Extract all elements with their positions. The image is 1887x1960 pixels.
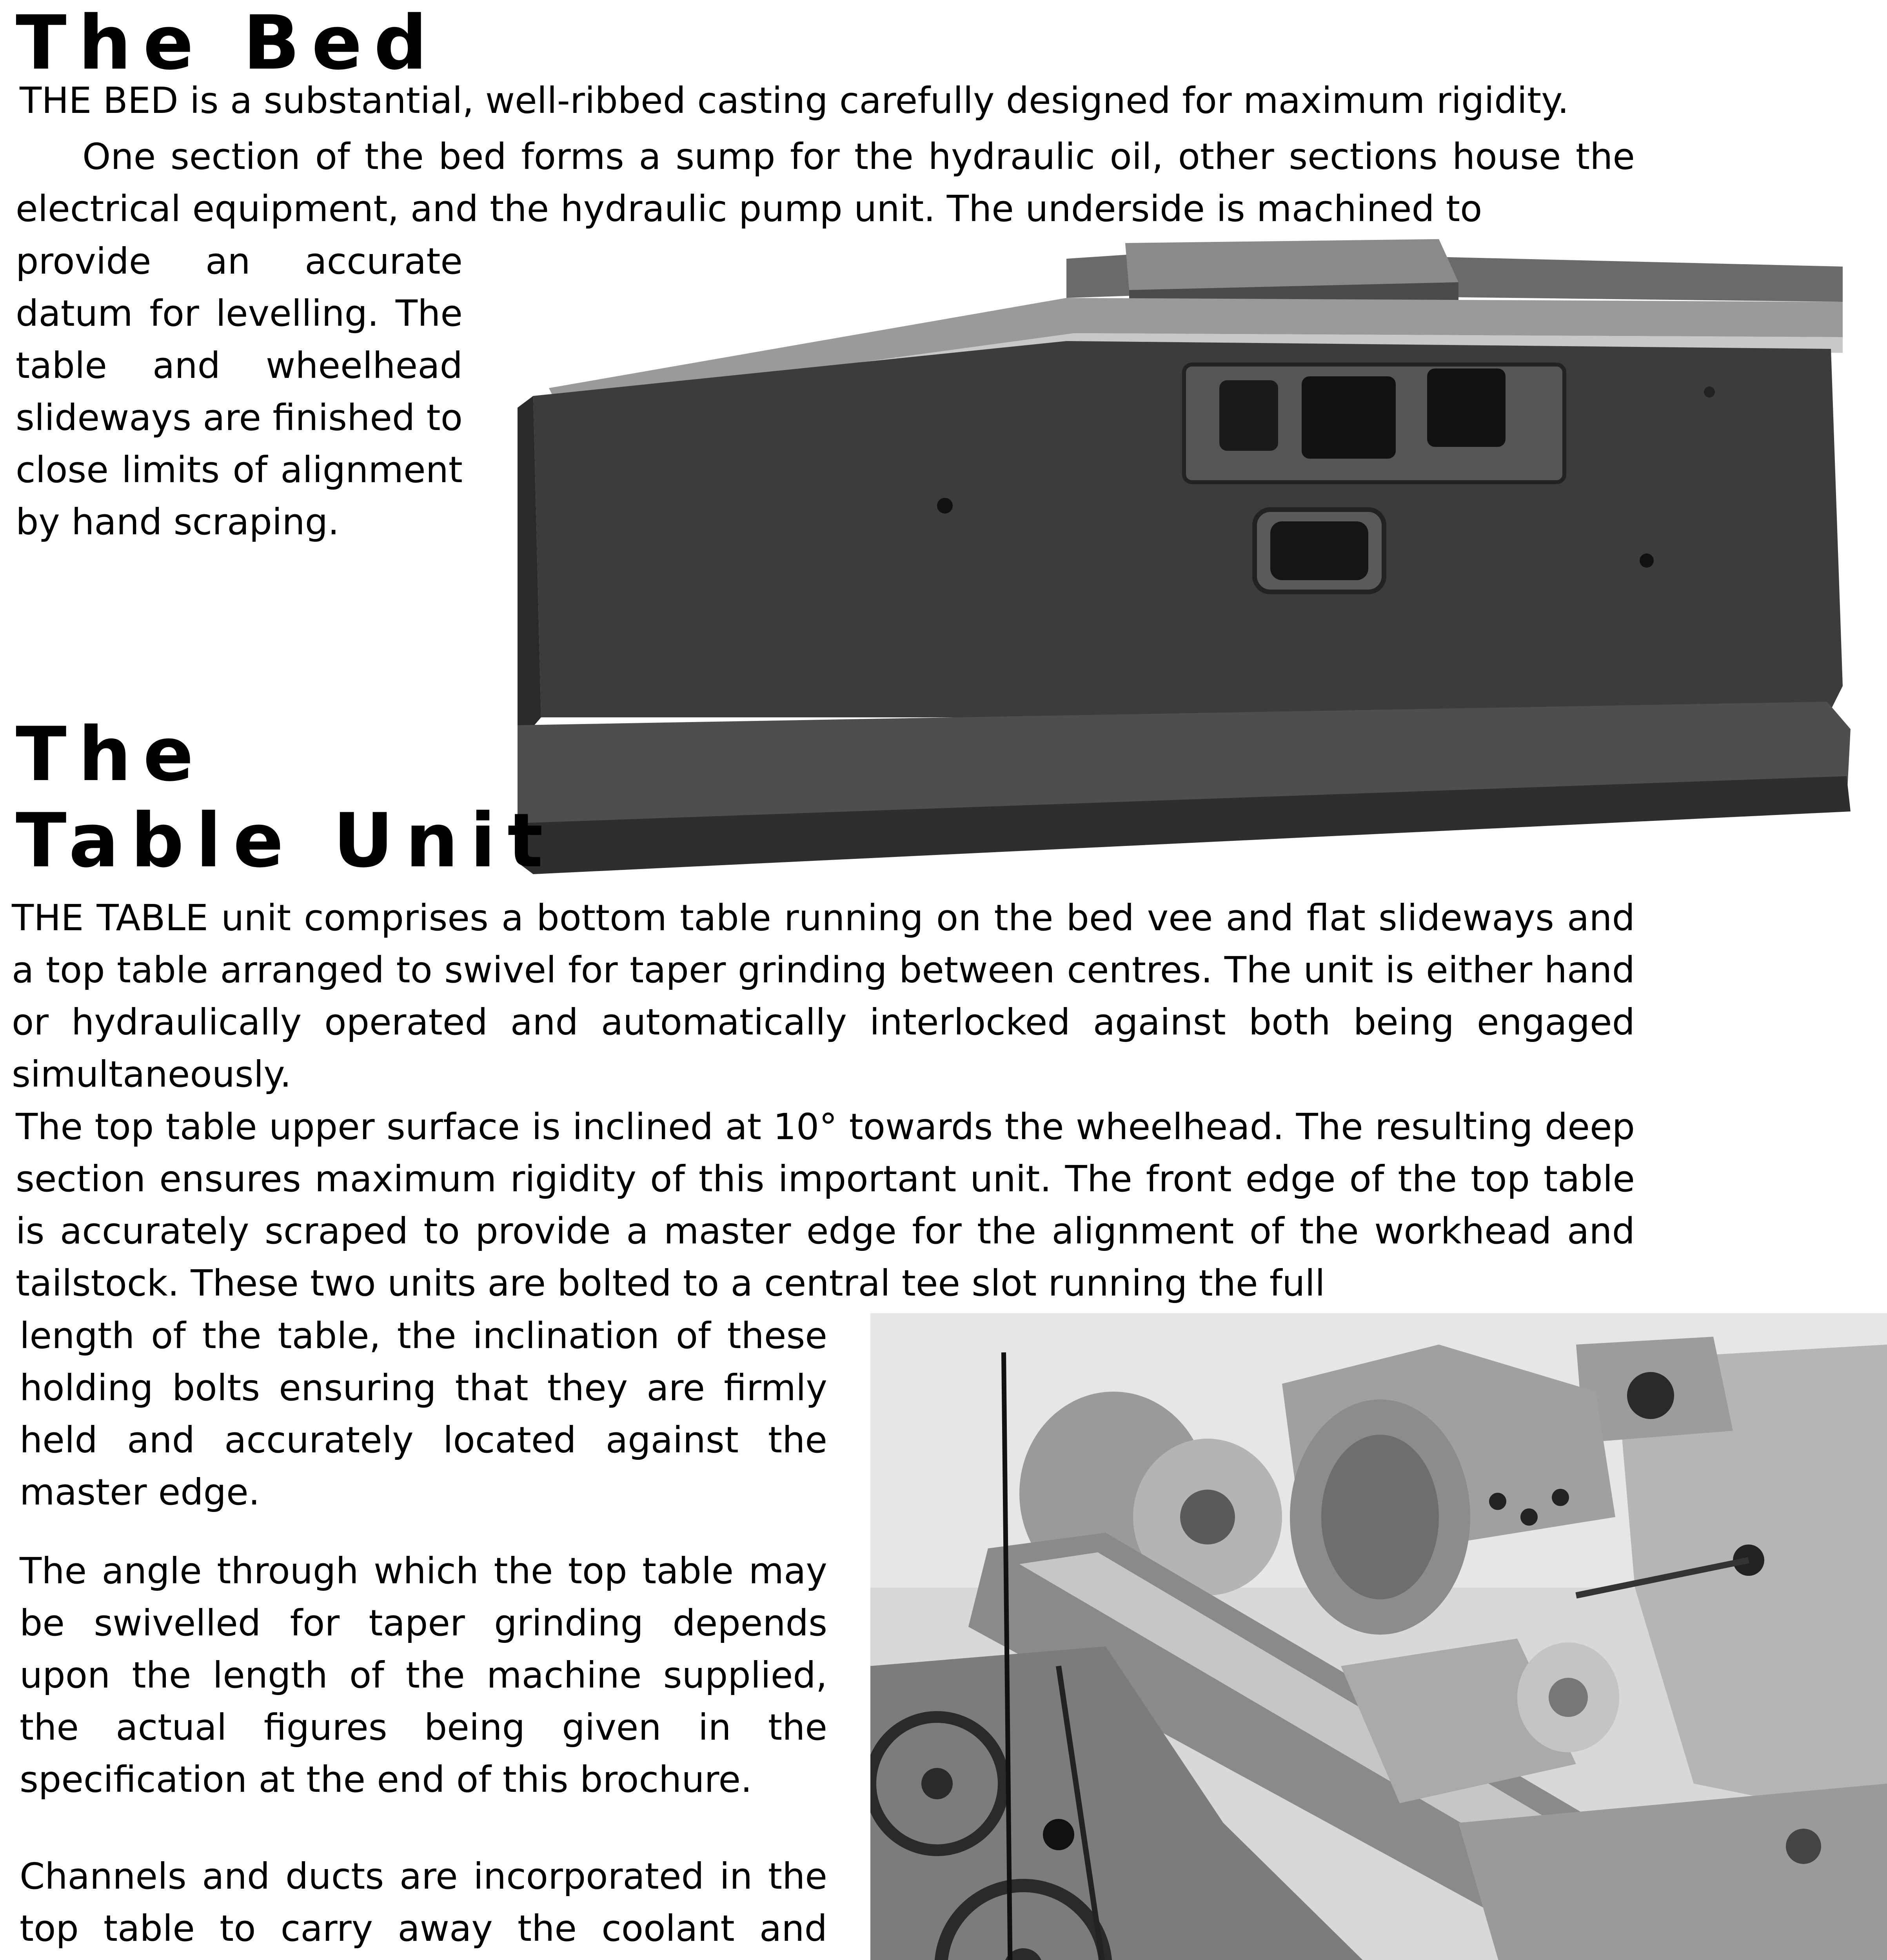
table-unit-heading-line-2: Table Unit <box>16 797 555 884</box>
table-unit-paragraph-2a: The top table upper surface is inclined at 10° towards the wheelhead. The resulting deep section ensures maximum rigidity of this important unit. The front edge of the top table is accurately scraped to provide a master edge for the alignment of the workhead and tailstock. These two units are bolted to a central tee slot running the full <box>16 1106 1635 1304</box>
table-unit-paragraph-3: The angle through which the top table may be swivelled for taper grinding depends upon the length of the machine supplied, the actual figures being given in the specification at the end of this brochure. <box>20 1550 827 1800</box>
bed-heading: The Bed <box>16 0 439 86</box>
bed-paragraph-1: THE BED is a substantial, well-ribbed casting carefully designed for maximum rigidity. <box>20 80 1569 122</box>
table-unit-heading-line-1: The <box>16 711 205 798</box>
table-unit-paragraph-1: THE TABLE unit comprises a bottom table running on the bed vee and flat slideways and a top table arranged to swivel for taper grinding between centres. The unit is either hand or hydraulically operated and automatically interlocked against both being engaged simultaneously. <box>12 897 1635 1095</box>
bed-paragraph-2: One section of the bed forms a sump for the hydraulic oil, other sections house the electrical equipment, and the hydraulic pump unit. The underside is machined to <box>16 136 1635 230</box>
grinding-machine-photo <box>870 1313 1887 1960</box>
bed-casting-photo <box>518 235 1851 874</box>
table-unit-paragraph-4: Channels and ducts are incorporated in the top table to carry away the coolant and <box>20 1855 827 1949</box>
bed-paragraph-3: provide an accurate datum for levelling. The table and wheelhead slideways are finished to close limits of alignment by hand scraping. <box>16 240 463 543</box>
table-unit-paragraph-2b: length of the table, the inclination of these holding bolts ensuring that they are firmly held and accurately located against the master edge. <box>20 1315 827 1513</box>
